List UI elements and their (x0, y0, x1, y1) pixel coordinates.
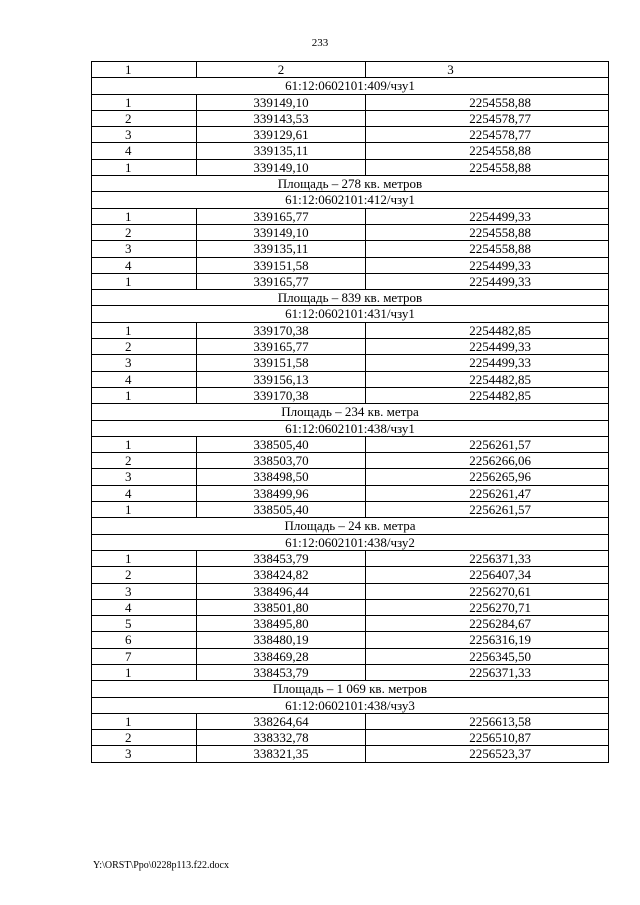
x-coordinate: 339135,11 (197, 241, 366, 257)
cadastral-number: 61:12:0602101:431/чзу1 (92, 306, 609, 322)
y-coordinate: 2256261,57 (366, 502, 609, 518)
y-coordinate: 2256284,67 (366, 616, 609, 632)
cadastral-number: 61:12:0602101:438/чзу1 (92, 420, 609, 436)
point-number: 3 (92, 127, 197, 143)
cadastral-number: 61:12:0602101:412/чзу1 (92, 192, 609, 208)
table-row (92, 550, 609, 566)
y-coordinate: 2256270,71 (366, 599, 609, 615)
x-coordinate: 339135,11 (197, 143, 366, 159)
page-number: 233 (311, 37, 329, 49)
area-row (92, 518, 609, 534)
y-coordinate: 2256316,19 (366, 632, 609, 648)
point-number: 6 (92, 632, 197, 648)
y-coordinate: 2256270,61 (366, 583, 609, 599)
x-coordinate: 338503,70 (197, 453, 366, 469)
point-number: 1 (92, 208, 197, 224)
x-coordinate: 339149,10 (197, 224, 366, 240)
x-coordinate: 338505,40 (197, 436, 366, 452)
y-coordinate: 2256510,87 (366, 730, 609, 746)
y-coordinate: 2256613,58 (366, 713, 609, 729)
table-row (92, 713, 609, 729)
section-id-row (92, 697, 609, 713)
table-row (92, 632, 609, 648)
x-coordinate: 338321,35 (197, 746, 366, 762)
x-coordinate: 339165,77 (197, 339, 366, 355)
x-coordinate: 339156,13 (197, 371, 366, 387)
x-coordinate: 338499,96 (197, 485, 366, 501)
area-value: Площадь – 1 069 кв. метров (92, 681, 609, 697)
table-row (92, 387, 609, 403)
area-row (92, 681, 609, 697)
point-number: 1 (92, 713, 197, 729)
point-number: 4 (92, 257, 197, 273)
y-coordinate: 2256523,37 (366, 746, 609, 762)
table-row (92, 583, 609, 599)
table-row (92, 485, 609, 501)
y-coordinate: 2256261,47 (366, 485, 609, 501)
point-number: 2 (92, 453, 197, 469)
x-coordinate: 339151,58 (197, 355, 366, 371)
table-row (92, 322, 609, 338)
point-number: 1 (92, 502, 197, 518)
cadastral-number: 61:12:0602101:438/чзу2 (92, 534, 609, 550)
table-header-row (92, 62, 609, 78)
y-coordinate: 2254499,33 (366, 257, 609, 273)
table-row (92, 339, 609, 355)
table-row (92, 143, 609, 159)
point-number: 4 (92, 143, 197, 159)
point-number: 2 (92, 110, 197, 126)
table-row (92, 127, 609, 143)
table-row (92, 208, 609, 224)
table-row (92, 159, 609, 175)
x-coordinate: 339170,38 (197, 387, 366, 403)
x-coordinate: 338264,64 (197, 713, 366, 729)
y-coordinate: 2254578,77 (366, 110, 609, 126)
y-coordinate: 2254482,85 (366, 371, 609, 387)
point-number: 1 (92, 550, 197, 566)
table-row (92, 257, 609, 273)
y-coordinate: 2254482,85 (366, 387, 609, 403)
point-number: 4 (92, 599, 197, 615)
section-id-row (92, 420, 609, 436)
table-row (92, 241, 609, 257)
point-number: 1 (92, 664, 197, 680)
table-row (92, 224, 609, 240)
point-number: 2 (92, 730, 197, 746)
section-id-row (92, 78, 609, 94)
point-number: 1 (92, 387, 197, 403)
x-coordinate: 339165,77 (197, 273, 366, 289)
table-row (92, 567, 609, 583)
y-coordinate: 2256407,34 (366, 567, 609, 583)
point-number: 1 (92, 159, 197, 175)
point-number: 1 (92, 322, 197, 338)
x-coordinate: 338453,79 (197, 550, 366, 566)
point-number: 1 (92, 94, 197, 110)
area-value: Площадь – 278 кв. метров (92, 176, 609, 192)
x-coordinate: 338495,80 (197, 616, 366, 632)
x-coordinate: 338498,50 (197, 469, 366, 485)
x-coordinate: 338480,19 (197, 632, 366, 648)
y-coordinate: 2256371,33 (366, 550, 609, 566)
area-value: Площадь – 24 кв. метра (92, 518, 609, 534)
x-coordinate: 339149,10 (197, 159, 366, 175)
point-number: 3 (92, 469, 197, 485)
coordinates-table (91, 61, 609, 763)
x-coordinate: 339129,61 (197, 127, 366, 143)
table-row (92, 371, 609, 387)
point-number: 2 (92, 339, 197, 355)
table-row (92, 355, 609, 371)
point-number: 3 (92, 746, 197, 762)
point-number: 3 (92, 583, 197, 599)
header-cell-x: 2 (197, 62, 366, 78)
area-row (92, 404, 609, 420)
y-coordinate: 2256265,96 (366, 469, 609, 485)
x-coordinate: 339165,77 (197, 208, 366, 224)
point-number: 3 (92, 355, 197, 371)
point-number: 7 (92, 648, 197, 664)
point-number: 1 (92, 436, 197, 452)
header-cell-y: 3 (366, 62, 609, 78)
coordinates-table-body (92, 62, 609, 763)
table-row (92, 273, 609, 289)
table-row (92, 616, 609, 632)
cadastral-number: 61:12:0602101:409/чзу1 (92, 78, 609, 94)
header-cell-point: 1 (92, 62, 197, 78)
y-coordinate: 2254499,33 (366, 273, 609, 289)
y-coordinate: 2256261,57 (366, 436, 609, 452)
area-value: Площадь – 839 кв. метров (92, 290, 609, 306)
area-row (92, 176, 609, 192)
x-coordinate: 338505,40 (197, 502, 366, 518)
table-row (92, 110, 609, 126)
point-number: 4 (92, 371, 197, 387)
table-row (92, 453, 609, 469)
y-coordinate: 2254499,33 (366, 208, 609, 224)
x-coordinate: 338332,78 (197, 730, 366, 746)
area-value: Площадь – 234 кв. метра (92, 404, 609, 420)
table-row (92, 648, 609, 664)
x-coordinate: 339149,10 (197, 94, 366, 110)
point-number: 2 (92, 224, 197, 240)
y-coordinate: 2256266,06 (366, 453, 609, 469)
y-coordinate: 2254499,33 (366, 339, 609, 355)
point-number: 2 (92, 567, 197, 583)
x-coordinate: 338501,80 (197, 599, 366, 615)
table-row (92, 746, 609, 762)
y-coordinate: 2256371,33 (366, 664, 609, 680)
table-row (92, 730, 609, 746)
cadastral-number: 61:12:0602101:438/чзу3 (92, 697, 609, 713)
y-coordinate: 2254558,88 (366, 241, 609, 257)
y-coordinate: 2254558,88 (366, 159, 609, 175)
point-number: 1 (92, 273, 197, 289)
y-coordinate: 2254482,85 (366, 322, 609, 338)
x-coordinate: 339151,58 (197, 257, 366, 273)
table-row (92, 599, 609, 615)
x-coordinate: 338453,79 (197, 664, 366, 680)
table-row (92, 94, 609, 110)
y-coordinate: 2254499,33 (366, 355, 609, 371)
table-row (92, 664, 609, 680)
area-row (92, 290, 609, 306)
x-coordinate: 338424,82 (197, 567, 366, 583)
y-coordinate: 2254558,88 (366, 224, 609, 240)
file-path-footer: Y:\ORST\Ppo\0228p113.f22.docx (93, 860, 229, 871)
x-coordinate: 338496,44 (197, 583, 366, 599)
x-coordinate: 339143,53 (197, 110, 366, 126)
point-number: 5 (92, 616, 197, 632)
x-coordinate: 339170,38 (197, 322, 366, 338)
y-coordinate: 2254558,88 (366, 143, 609, 159)
section-id-row (92, 534, 609, 550)
point-number: 3 (92, 241, 197, 257)
point-number: 4 (92, 485, 197, 501)
table-row (92, 469, 609, 485)
table-row (92, 436, 609, 452)
section-id-row (92, 306, 609, 322)
y-coordinate: 2256345,50 (366, 648, 609, 664)
x-coordinate: 338469,28 (197, 648, 366, 664)
y-coordinate: 2254578,77 (366, 127, 609, 143)
y-coordinate: 2254558,88 (366, 94, 609, 110)
section-id-row (92, 192, 609, 208)
table-row (92, 502, 609, 518)
